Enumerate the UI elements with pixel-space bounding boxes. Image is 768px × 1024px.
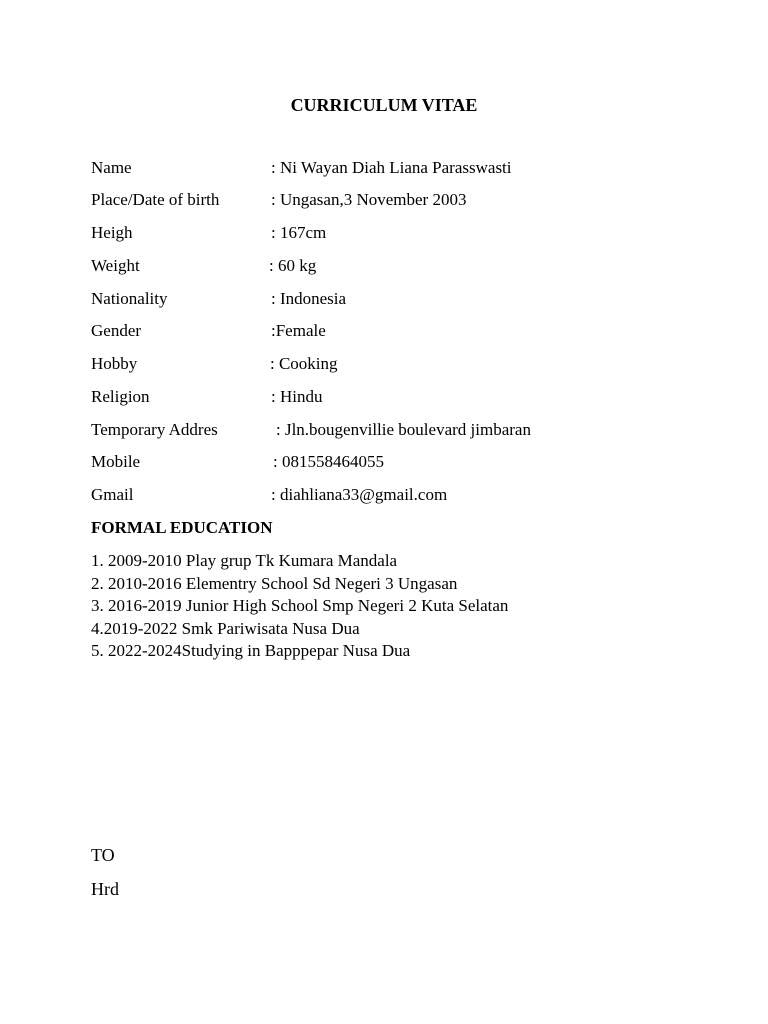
field-label: Place/Date of birth	[91, 190, 220, 209]
field-label: Hobby	[91, 354, 138, 373]
field-value: : Jln.bougenvillie boulevard jimbaran	[276, 420, 531, 439]
field-value: : Cooking	[270, 354, 338, 373]
list-item: 3. 2016-2019 Junior High School Smp Negeri 2 Kuta Selatan	[91, 596, 509, 615]
field-label: Name	[91, 158, 132, 177]
closing-recipient: Hrd	[91, 879, 119, 899]
field-label: Religion	[91, 387, 150, 406]
field-label: Mobile	[91, 452, 141, 471]
closing-to: TO	[91, 845, 115, 865]
field-label: Gender	[91, 321, 142, 340]
field-value: : diahliana33@gmail.com	[271, 485, 448, 504]
field-label: Heigh	[91, 223, 133, 242]
field-label: Temporary Addres	[91, 420, 218, 439]
field-value: : 081558464055	[273, 452, 384, 471]
field-value: : Indonesia	[271, 289, 347, 308]
field-value: : 60 kg	[269, 256, 317, 275]
field-value: : Ni Wayan Diah Liana Parasswasti	[271, 158, 512, 177]
field-label: Nationality	[91, 289, 168, 308]
field-value: : Hindu	[271, 387, 323, 406]
list-item: 5. 2022-2024Studying in Bapppepar Nusa Dua	[91, 641, 411, 660]
section-heading-formal-education: FORMAL EDUCATION	[91, 518, 273, 537]
education-list	[91, 550, 508, 663]
field-value: : 167cm	[271, 223, 327, 242]
document-title: CURRICULUM VITAE	[290, 95, 478, 115]
list-item: 2. 2010-2016 Elementry School Sd Negeri 3 Ungasan	[91, 573, 458, 593]
field-label: Weight	[91, 256, 140, 275]
list-item: 4.2019-2022 Smk Pariwisata Nusa Dua	[91, 618, 360, 638]
field-value: :Female	[271, 321, 326, 340]
field-value: : Ungasan,3 November 2003	[271, 190, 467, 209]
field-label: Gmail	[91, 485, 134, 504]
list-item: 1. 2009-2010 Play grup Tk Kumara Mandala	[91, 551, 398, 570]
